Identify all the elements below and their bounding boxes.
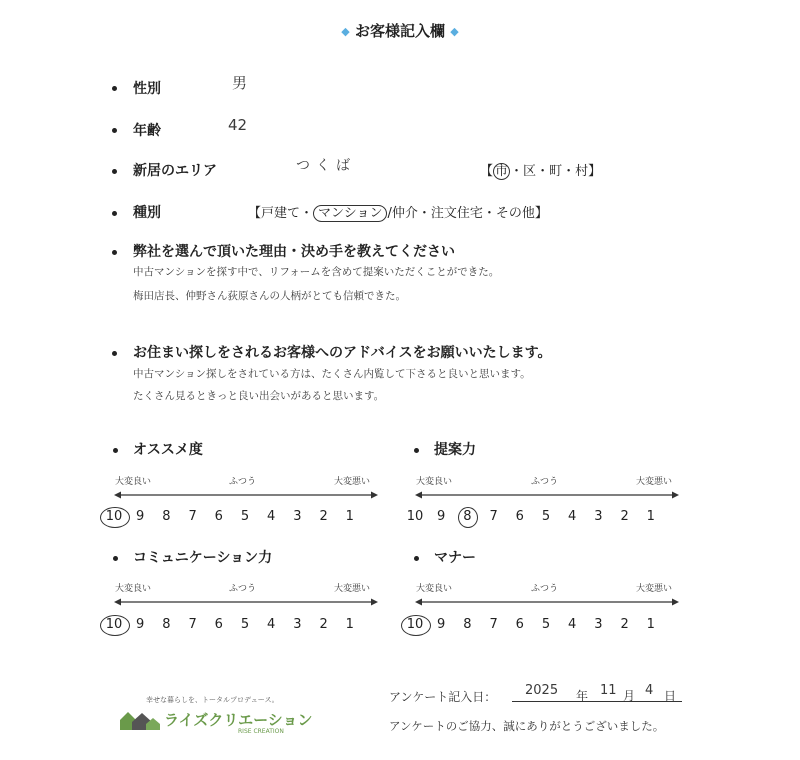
scale-mid-label: ふつう [229, 477, 257, 487]
scale-title-recommend: オススメ度 [133, 442, 203, 458]
bullet-icon [414, 448, 419, 453]
scale-title-manners: マナー [434, 550, 476, 566]
scale-number[interactable]: 1 [646, 509, 655, 524]
date-month-unit: 月 [623, 689, 636, 703]
date-day[interactable]: 4 [645, 683, 654, 698]
gender-label: 性別 [133, 81, 161, 97]
selected-rating-circle [401, 615, 431, 636]
scale-number[interactable]: 1 [646, 617, 655, 632]
scale-number[interactable]: 8 [162, 509, 171, 524]
scale-number[interactable]: 3 [293, 617, 302, 632]
bullet-icon [112, 351, 117, 356]
type-option-selected[interactable]: マンション [313, 205, 387, 222]
scale-number[interactable]: 9 [437, 509, 446, 524]
scale-arrow [415, 597, 679, 607]
scale-title-communication: コミュニケーション力 [133, 550, 273, 566]
scale-number[interactable]: 8 [463, 617, 472, 632]
scale-number[interactable]: 5 [541, 509, 551, 524]
reason-answer-line1[interactable]: 中古マンションを探す中で、リフォームを含めて提案いただくことができた。 [133, 266, 500, 278]
area-option[interactable]: 村 [575, 164, 589, 179]
age-value[interactable]: 42 [228, 116, 248, 134]
bullet-icon [112, 86, 117, 91]
scale-number[interactable]: 10 [406, 617, 424, 632]
date-month[interactable]: 11 [600, 683, 617, 698]
scale-number[interactable]: 4 [267, 617, 276, 632]
logo-name: ライズクリエーション [164, 711, 313, 729]
area-option[interactable]: 町 [549, 164, 563, 179]
area-option-selected[interactable]: 市 [495, 164, 509, 179]
bullet-icon [112, 250, 117, 255]
selected-rating-circle [100, 507, 130, 528]
scale-good-label: 大変良い [115, 477, 152, 487]
scale-arrow [114, 597, 378, 607]
scale-number[interactable]: 5 [240, 617, 250, 632]
scale-bad-label: 大変悪い [334, 477, 371, 487]
scale-number[interactable]: 1 [345, 509, 354, 524]
scale-number[interactable]: 3 [594, 509, 603, 524]
scale-number[interactable]: 6 [515, 509, 524, 524]
form-title: お客様記入欄 [354, 22, 445, 40]
date-year[interactable]: 2025 [525, 683, 559, 698]
scale-number[interactable]: 3 [293, 509, 302, 524]
bullet-icon [112, 211, 117, 216]
scale-number[interactable]: 2 [620, 509, 629, 524]
scale-number[interactable]: 7 [489, 617, 498, 632]
scale-number[interactable]: 2 [319, 617, 328, 632]
scale-number[interactable]: 5 [240, 509, 250, 524]
gender-value[interactable]: 男 [232, 74, 248, 92]
scale-good-label: 大変良い [416, 477, 453, 487]
scale-number[interactable]: 2 [620, 617, 629, 632]
scale-arrow [114, 490, 378, 500]
scale-good-label: 大変良い [416, 584, 453, 594]
reason-answer-line2[interactable]: 梅田店長、仲野さん荻原さんの人柄がとても信頼できた。 [133, 290, 406, 302]
house-logo-icon [118, 708, 162, 732]
type-option[interactable]: 仲介・注文住宅・その他 [391, 206, 535, 221]
scale-number[interactable]: 4 [568, 509, 577, 524]
date-label: アンケート記入日： [389, 690, 497, 704]
scale-mid-label: ふつう [531, 584, 559, 594]
advice-heading: お住まい探しをされるお客様へのアドバイスをお願いいたします。 [133, 345, 552, 361]
thanks-message: アンケートのご協力、誠にありがとうございました。 [389, 719, 665, 733]
scale-number[interactable]: 4 [267, 509, 276, 524]
advice-answer-line1[interactable]: 中古マンション探しをされている方は、たくさん内覧して下さると良いと思います。 [133, 368, 531, 380]
reason-heading: 弊社を選んで頂いた理由・決め手を教えてください [133, 244, 455, 260]
type-label: 種別 [133, 205, 161, 221]
scale-number[interactable]: 9 [437, 617, 446, 632]
area-options: 【 市 ・区・町・村】 [480, 164, 602, 179]
scale-mid-label: ふつう [229, 584, 257, 594]
scale-number[interactable]: 10 [105, 509, 123, 524]
area-label: 新居のエリア [133, 163, 217, 179]
form-header [0, 20, 800, 41]
scale-number[interactable]: 3 [594, 617, 603, 632]
scale-number[interactable]: 10 [105, 617, 123, 632]
bullet-icon [112, 128, 117, 133]
scale-number[interactable]: 9 [136, 617, 145, 632]
bullet-icon [113, 448, 118, 453]
bullet-icon [113, 556, 118, 561]
logo-tagline: 幸せな暮らしを、トータルプロデュース。 [146, 696, 279, 704]
selected-rating-circle [100, 615, 130, 636]
scale-good-label: 大変良い [115, 584, 152, 594]
scale-title-proposal: 提案力 [434, 442, 476, 458]
diamond-left-icon: ◆ [341, 25, 350, 38]
scale-bad-label: 大変悪い [636, 584, 673, 594]
scale-number[interactable]: 7 [188, 617, 197, 632]
type-options: 【戸建て・ マンション /仲介・注文住宅・その他】 [248, 206, 548, 221]
scale-number[interactable]: 8 [162, 617, 171, 632]
scale-mid-label: ふつう [531, 477, 559, 487]
age-label: 年齢 [133, 123, 161, 139]
diamond-right-icon: ◆ [450, 25, 459, 38]
bullet-icon [414, 556, 419, 561]
area-option[interactable]: 区 [523, 164, 537, 179]
bullet-icon [112, 169, 117, 174]
logo-subname: RISE CREATION [238, 728, 284, 735]
type-option[interactable]: 戸建て [261, 206, 301, 221]
date-day-unit: 日 [664, 689, 677, 703]
scale-number[interactable]: 10 [406, 509, 424, 524]
scale-number[interactable]: 4 [568, 617, 577, 632]
date-year-unit: 年 [576, 689, 589, 703]
selected-rating-circle [458, 507, 478, 528]
scale-number[interactable]: 1 [345, 617, 354, 632]
scale-number[interactable]: 6 [214, 509, 223, 524]
scale-number[interactable]: 2 [319, 509, 328, 524]
area-value[interactable]: つくば [296, 158, 356, 174]
scale-number[interactable]: 6 [214, 617, 223, 632]
scale-bad-label: 大変悪い [334, 584, 371, 594]
advice-answer-line2[interactable]: たくさん見るときっと良い出会いがあると思います。 [133, 390, 385, 402]
scale-number[interactable]: 6 [515, 617, 524, 632]
scale-number[interactable]: 9 [136, 509, 145, 524]
scale-number[interactable]: 7 [188, 509, 197, 524]
scale-number[interactable]: 8 [463, 509, 472, 524]
scale-bad-label: 大変悪い [636, 477, 673, 487]
scale-number[interactable]: 7 [489, 509, 498, 524]
scale-arrow [415, 490, 679, 500]
scale-number[interactable]: 5 [541, 617, 551, 632]
